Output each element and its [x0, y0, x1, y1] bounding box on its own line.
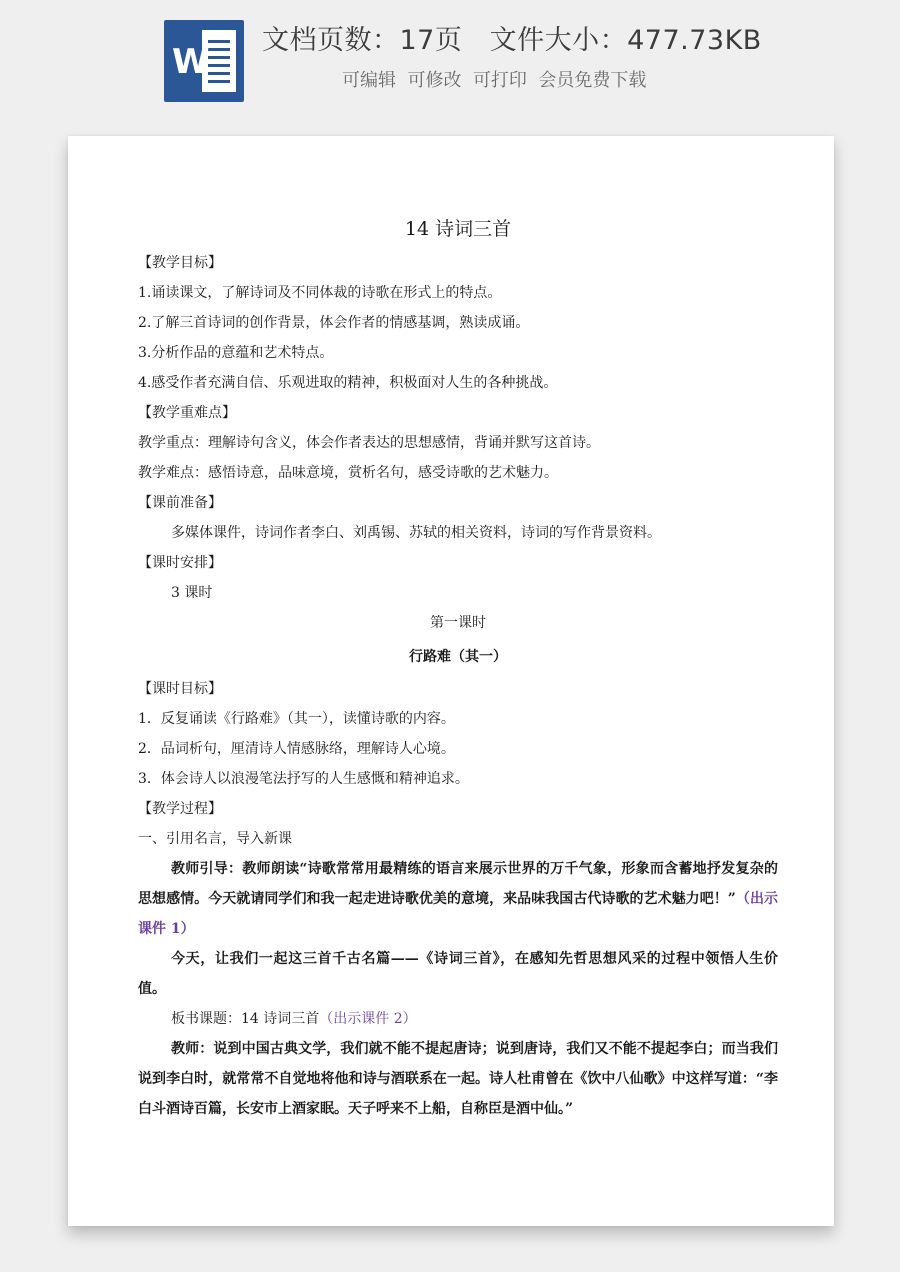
lesson-goal-item: 2．品词析句，厘清诗人情感脉络，理解诗人心境。 — [138, 741, 455, 757]
courseware-note: （出示课件 2） — [319, 1011, 417, 1027]
paragraph-today: 今天，让我们一起这三首千古名篇——《诗词三首》，在感知先哲思想风采的过程中领悟人生价值。 — [138, 951, 778, 997]
heading-preparation: 【课前准备】 — [138, 495, 222, 511]
word-letter: W — [172, 42, 210, 82]
heading-process: 【教学过程】 — [138, 801, 222, 817]
lesson-goal-item: 3．体会诗人以浪漫笔法抒写的人生感慨和精神追求。 — [138, 771, 469, 787]
preparation-text: 多媒体课件，诗词作者李白、刘禹锡、苏轼的相关资料，诗词的写作背景资料。 — [171, 525, 661, 541]
goal-item: 1.诵读课文，了解诗词及不同体裁的诗歌在形式上的特点。 — [138, 285, 502, 301]
paragraph-board — [138, 1004, 778, 1034]
heading-teaching-goals: 【教学目标】 — [138, 255, 222, 271]
schedule-text: 3 课时 — [171, 585, 213, 601]
lesson-title: 第一课时 — [430, 615, 486, 631]
courseware-note: （出示课件 1） — [138, 891, 778, 937]
word-document-icon — [164, 20, 244, 102]
paragraph-intro — [138, 854, 778, 944]
document-body — [138, 214, 778, 1124]
lesson-goal-item: 1．反复诵读《行路难》（其一），读懂诗歌的内容。 — [138, 711, 455, 727]
file-features: 可编辑 可修改 可打印 会员免费下载 — [342, 70, 647, 91]
paragraph-teacher: 教师：说到中国古典文学，我们就不能不提起唐诗；说到唐诗，我们又不能不提起李白；而当我们说到李白时，就常常不自觉地将他和诗与酒联系在一起。诗人杜甫曾在《饮中八仙歌》中这样写道：“李白斗酒诗百篇，长安市上酒家眠。天子呼来不上船，自称臣是酒中仙。” — [138, 1041, 778, 1117]
heading-lesson-goals: 【课时目标】 — [138, 681, 222, 697]
process-step: 一、引用名言，导入新课 — [138, 831, 292, 847]
key-point: 教学重点：理解诗句含义，体会作者表达的思想感情，背诵并默写这首诗。 — [138, 435, 600, 451]
difficulty-point: 教学难点：感悟诗意，品味意境，赏析名句，感受诗歌的艺术魅力。 — [138, 465, 558, 481]
goal-item: 2.了解三首诗词的创作背景，体会作者的情感基调，熟读成诵。 — [138, 315, 530, 331]
download-banner — [0, 0, 900, 130]
paragraph-intro-text: 教师引导：教师朗读“诗歌常常用最精练的语言来展示世界的万千气象，形象而含蓄地抒发复杂的思想感情。今天就请同学们和我一起走进诗歌优美的意境，来品味我国古代诗歌的艺术魅力吧！” — [138, 861, 778, 907]
goal-item: 4.感受作者充满自信、乐观进取的精神，积极面对人生的各种挑战。 — [138, 375, 558, 391]
file-info-title: 文档页数：17页 文件大小：477.73KB — [262, 25, 762, 56]
heading-key-points: 【教学重难点】 — [138, 405, 236, 421]
document-page — [68, 136, 834, 1226]
board-title-text: 板书课题：14 诗词三首 — [171, 1011, 320, 1027]
poem-title: 行路难（其一） — [409, 649, 507, 665]
document-title: 14 诗词三首 — [404, 218, 512, 240]
goal-item: 3.分析作品的意蕴和艺术特点。 — [138, 345, 334, 361]
heading-schedule: 【课时安排】 — [138, 555, 222, 571]
